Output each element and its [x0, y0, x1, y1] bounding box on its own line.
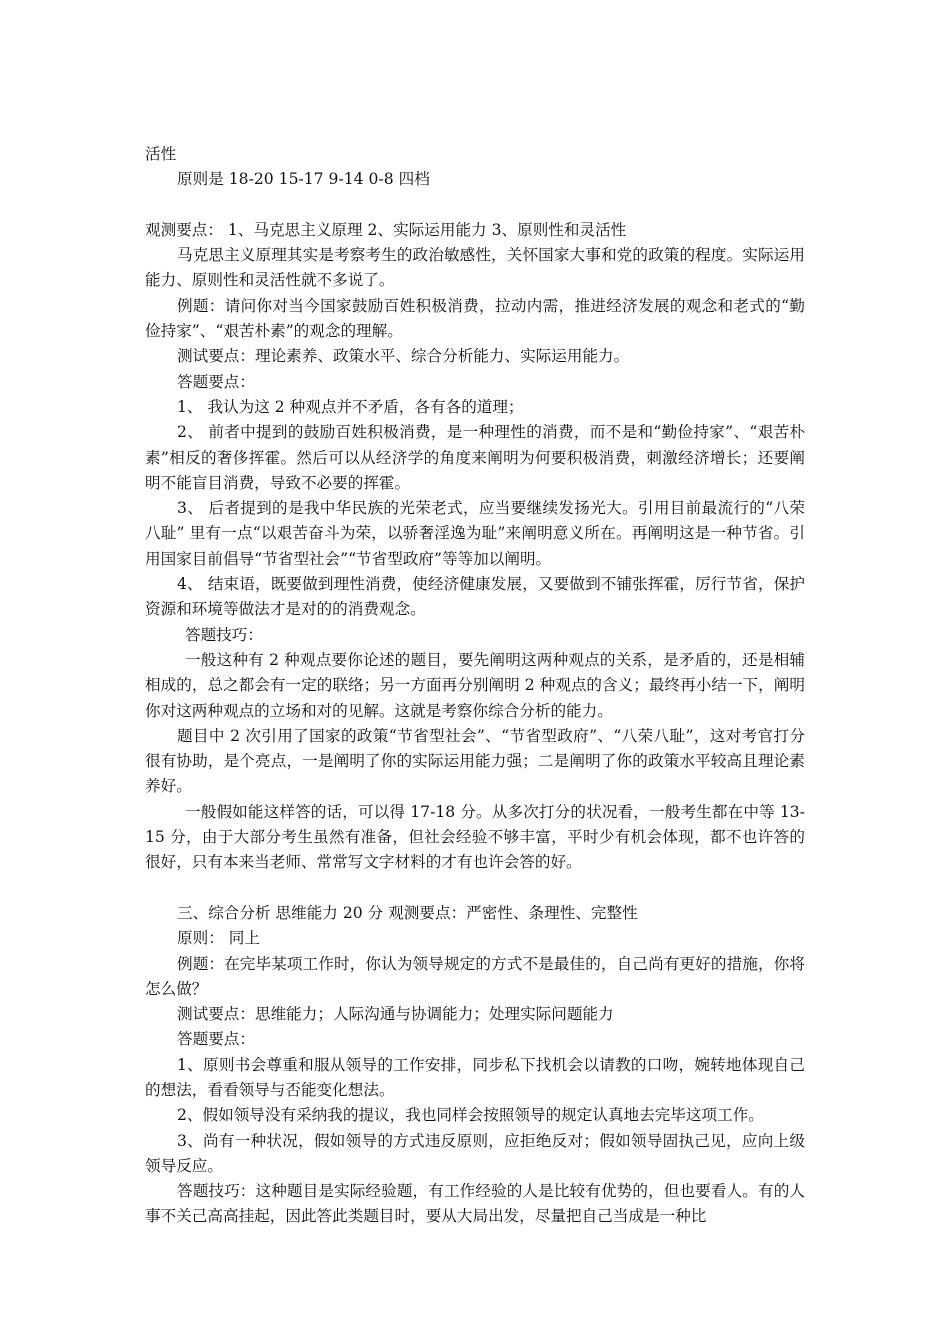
paragraph: 答题技巧：这种题目是实际经验题，有工作经验的人是比较有优势的，但也要看人。有的人事不关己高高挂起，因此答此类题目时，要从大局出发，尽量把自己当成是一种比: [145, 1182, 805, 1226]
paragraph: 活性: [145, 145, 177, 163]
paragraph: 原则是 18-20 15-17 9-14 0-8 四档: [177, 170, 430, 189]
document-page: [145, 142, 805, 1230]
paragraph: 1、原则书会尊重和服从领导的工作安排，同步私下找机会以请教的口吻，婉转地体现自己的想法，看看领导与否能变化想法。: [145, 1055, 805, 1099]
paragraph: 测试要点：理论素养、政策水平、综合分析能力、实际运用能力。: [177, 347, 630, 366]
paragraph: 答题技巧：: [185, 625, 263, 644]
paragraph: 测试要点：思维能力；人际沟通与协调能力；处理实际问题能力: [177, 1005, 614, 1024]
paragraph: 观测要点： 1、马克思主义原理 2、实际运用能力 3、原则性和灵活性: [145, 220, 627, 239]
paragraph: 一般这种有 2 种观点要你论述的题目，要先阐明这两种观点的关系，是矛盾的，还是相辅相成的，总之都会有一定的联络；另一方面再分别阐明 2 种观点的含义；最终再小结一下，阐明你对这两种观点的立场和对的见解。这就是考察你综合分析的能力。: [145, 650, 805, 720]
paragraph: 3、 后者提到的是我中华民族的光荣老式，应当要继续发扬光大。引用目前最流行的“八荣八耻” 里有一点“以艰苦奋斗为荣，以骄奢淫逸为耻”来阐明意义所在。再阐明这是一种节省。引用国家目前倡导“节省型社会”“节省型政府”等等加以阐明。: [145, 499, 805, 568]
paragraph: 马克思主义原理其实是考察考生的政治敏感性，关怀国家大事和党的政策的程度。实际运用能力、原则性和灵活性就不多说了。: [145, 246, 805, 290]
paragraph: 2、假如领导没有采纳我的提议，我也同样会按照领导的规定认真地去完毕这项工作。: [177, 1106, 764, 1125]
section-heading: 三、综合分析 思维能力 20 分 观测要点：严密性、条理性、完整性: [177, 903, 638, 922]
blank-line: [145, 193, 805, 218]
paragraph: 4、 结束语，既要做到理性消费，使经济健康发展，又要做到不铺张挥霍，厉行节省，保护资源和环境等做法才是对的的消费观念。: [145, 575, 805, 619]
paragraph: 原则： 同上: [177, 929, 260, 948]
paragraph: 题目中 2 次引用了国家的政策“节省型社会”、“节省型政府”、“八荣八耻”，这对考官打分很有协助，是个亮点，一是阐明了你的实际运用能力强；二是阐明了你的政策水平较高且理论素养好。: [145, 726, 805, 796]
paragraph: 2、 前者中提到的鼓励百姓积极消费，是一种理性的消费，而不是和“勤俭持家”、“艰苦朴素”相反的奢侈挥霍。然后可以从经济学的角度来阐明为何要积极消费，刺激经济增长；还要阐明不能盲目消费，导致不必要的挥霍。: [145, 423, 805, 492]
paragraph: 例题：请问你对当今国家鼓励百姓积极消费，拉动内需，推进经济发展的观念和老式的“勤俭持家”、“艰苦朴素”的观念的理解。: [145, 296, 805, 341]
blank-line: [145, 876, 805, 901]
paragraph: 一般假如能这样答的话，可以得 17-18 分。从多次打分的状况看，一般考生都在中等 13-15 分，由于大部分考生虽然有准备，但社会经验不够丰富，平时少有机会体现，都不也许答的很好，只有本来当老师、常常写文字材料的才有也许会答的好。: [145, 802, 805, 872]
paragraph: 答题要点：: [177, 1030, 255, 1049]
paragraph: 答题要点：: [177, 372, 255, 391]
paragraph: 3、尚有一种状况，假如领导的方式违反原则，应拒绝反对；假如领导固执己见，应向上级领导反应。: [145, 1131, 805, 1175]
paragraph: 例题：在完毕某项工作时，你认为领导规定的方式不是最佳的，自己尚有更好的措施，你将怎么做？: [145, 954, 805, 998]
paragraph: 1、 我认为这 2 种观点并不矛盾，各有各的道理；: [177, 397, 524, 416]
